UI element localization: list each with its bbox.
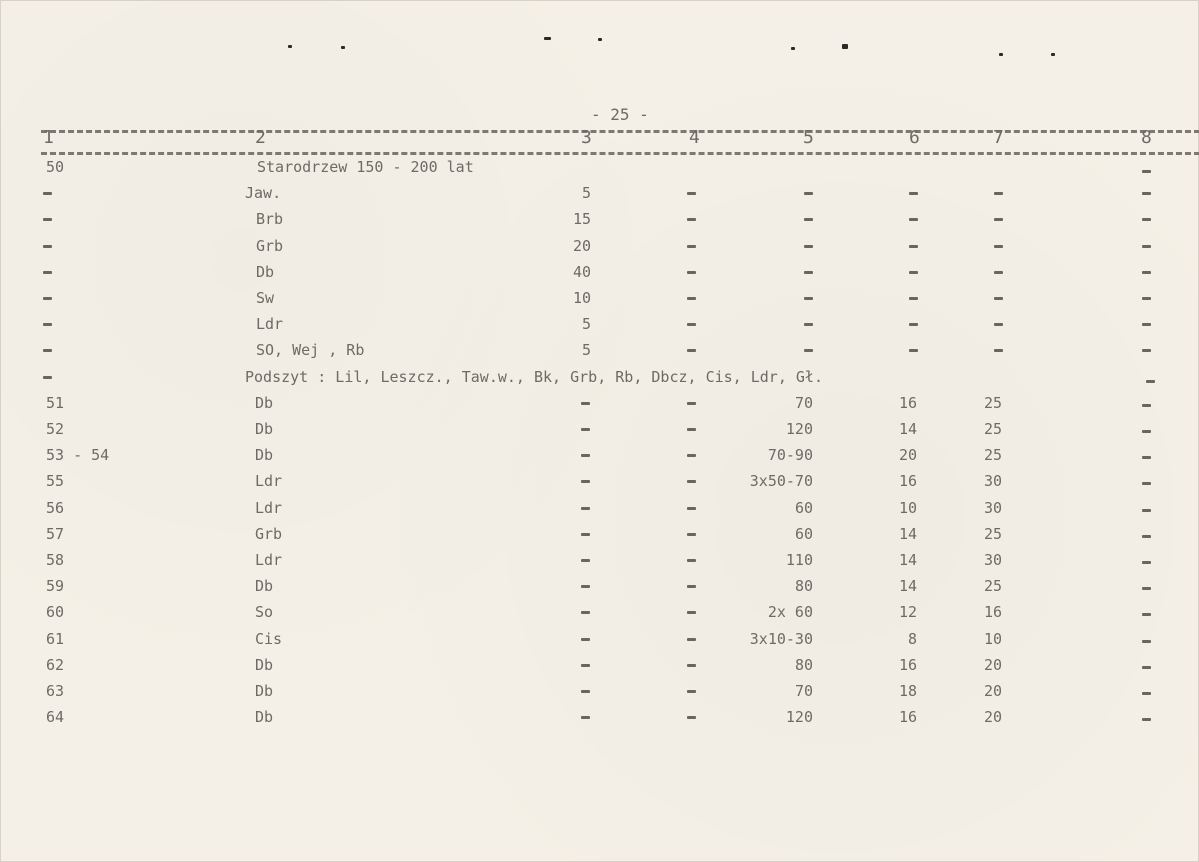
row-number: 52 <box>46 420 65 438</box>
empty-value-dash <box>1142 297 1151 300</box>
row-number: 60 <box>46 603 65 622</box>
empty-value-dash <box>804 271 813 274</box>
empty-value-dash <box>994 245 1003 248</box>
empty-value-dash <box>581 690 590 693</box>
empty-value-dash <box>687 533 696 536</box>
age-value: 20 <box>983 655 1002 674</box>
diameter-value: 2x 60 <box>767 603 813 622</box>
ink-speck <box>598 38 602 41</box>
column-header-5: 5 <box>803 127 814 148</box>
share-percent: 5 <box>581 315 591 334</box>
species-name: Ldr <box>256 315 284 334</box>
empty-value-dash <box>1142 430 1151 433</box>
age-value: 25 <box>983 524 1002 543</box>
height-value: 12 <box>898 603 917 622</box>
height-value: 20 <box>898 446 917 465</box>
empty-value-dash <box>994 323 1003 326</box>
share-percent: 10 <box>572 289 591 307</box>
row-number: 61 <box>46 629 65 648</box>
height-value: 8 <box>907 629 917 648</box>
empty-value-dash <box>804 323 813 326</box>
empty-value-dash <box>687 192 696 195</box>
empty-value-dash <box>1142 349 1151 352</box>
empty-value-dash <box>581 402 590 405</box>
column-header-7: 7 <box>993 127 1004 148</box>
empty-value-dash <box>994 192 1003 195</box>
empty-value-dash <box>1142 718 1151 721</box>
diameter-value: 120 <box>785 708 813 727</box>
empty-value-dash <box>909 271 918 274</box>
empty-value-dash <box>687 480 696 483</box>
age-value: 20 <box>983 682 1002 700</box>
age-value: 10 <box>983 629 1002 648</box>
empty-value-dash <box>581 585 590 588</box>
species-name: Db <box>255 655 274 674</box>
column-header-6: 6 <box>909 127 920 148</box>
empty-value-dash <box>43 218 52 221</box>
empty-value-dash <box>1142 404 1151 407</box>
height-value: 16 <box>898 472 917 491</box>
diameter-value: 70-90 <box>767 446 813 465</box>
empty-value-dash <box>1142 613 1151 616</box>
species-name: Brb <box>256 210 284 229</box>
empty-value-dash <box>1142 535 1151 538</box>
empty-value-dash <box>1142 170 1151 173</box>
empty-value-dash <box>994 218 1003 221</box>
empty-value-dash <box>909 297 918 300</box>
empty-value-dash <box>909 349 918 352</box>
empty-value-dash <box>687 716 696 719</box>
row-number: 56 <box>46 498 65 517</box>
empty-value-dash <box>687 402 696 405</box>
empty-value-dash <box>687 218 696 221</box>
species-name: Ldr <box>255 498 283 517</box>
empty-value-dash <box>687 638 696 641</box>
age-value: 30 <box>983 498 1002 517</box>
column-header-4: 4 <box>689 127 700 148</box>
empty-value-dash <box>1142 692 1151 695</box>
diameter-value: 110 <box>785 551 813 569</box>
share-percent: 15 <box>572 210 591 229</box>
species-name: Db <box>255 420 274 438</box>
row-number: 62 <box>46 655 65 674</box>
height-value: 18 <box>898 682 917 700</box>
empty-value-dash <box>909 192 918 195</box>
height-value: 14 <box>898 577 917 596</box>
header-rule-bottom <box>41 152 1199 155</box>
empty-value-dash <box>43 245 52 248</box>
empty-value-dash <box>1142 561 1151 564</box>
empty-value-dash <box>687 323 696 326</box>
empty-value-dash <box>581 428 590 431</box>
species-name: SO, Wej , Rb <box>256 341 365 360</box>
height-value: 14 <box>898 420 917 438</box>
species-name: Db <box>255 393 274 412</box>
empty-value-dash <box>1142 323 1151 326</box>
empty-value-dash <box>687 349 696 352</box>
diameter-value: 80 <box>794 655 813 674</box>
column-header-3: 3 <box>581 127 592 148</box>
empty-value-dash <box>43 192 52 195</box>
empty-value-dash <box>581 559 590 562</box>
height-value: 16 <box>898 655 917 674</box>
row-number: 51 <box>46 393 65 412</box>
column-header-8: 8 <box>1141 127 1152 148</box>
column-header-1: 1 <box>43 127 54 148</box>
empty-value-dash <box>909 323 918 326</box>
empty-value-dash <box>687 690 696 693</box>
empty-value-dash <box>687 271 696 274</box>
ink-speck <box>999 53 1003 56</box>
diameter-value: 120 <box>785 420 813 438</box>
header-rule-top <box>41 130 1199 133</box>
empty-value-dash <box>687 454 696 457</box>
age-value: 16 <box>983 603 1002 622</box>
empty-value-dash <box>581 480 590 483</box>
empty-value-dash <box>804 349 813 352</box>
empty-value-dash <box>687 507 696 510</box>
height-value: 10 <box>898 498 917 517</box>
empty-value-dash <box>804 245 813 248</box>
empty-value-dash <box>687 585 696 588</box>
age-value: 25 <box>983 393 1002 412</box>
species-name: Grb <box>256 236 284 255</box>
empty-value-dash <box>994 349 1003 352</box>
understory-note: Podszyt : Lil, Leszcz., Taw.w., Bk, Grb, Rb, Dbcz, Cis, Ldr, Gł. <box>245 367 823 386</box>
height-value: 16 <box>898 708 917 727</box>
age-value: 20 <box>983 708 1002 727</box>
empty-value-dash <box>804 297 813 300</box>
row-number: 64 <box>46 708 65 727</box>
species-name: Ldr <box>255 472 283 491</box>
species-name: Db <box>255 577 274 596</box>
diameter-value: 70 <box>794 682 813 700</box>
empty-value-dash <box>994 271 1003 274</box>
empty-value-dash <box>1142 482 1151 485</box>
diameter-value: 70 <box>794 393 813 412</box>
row-number: 55 <box>46 472 65 491</box>
species-name: Ldr <box>255 551 283 569</box>
age-value: 25 <box>983 446 1002 465</box>
empty-value-dash <box>804 218 813 221</box>
height-value: 14 <box>898 551 917 569</box>
empty-value-dash <box>1142 271 1151 274</box>
empty-value-dash <box>581 611 590 614</box>
row-number: 50 <box>46 158 65 176</box>
species-name: Grb <box>255 524 283 543</box>
empty-value-dash <box>1146 380 1155 383</box>
share-percent: 5 <box>581 184 591 203</box>
share-percent: 20 <box>572 236 591 255</box>
row-number: 57 <box>46 524 65 543</box>
species-name: So <box>255 603 274 622</box>
ink-speck <box>288 45 292 48</box>
empty-value-dash <box>43 349 52 352</box>
empty-value-dash <box>994 297 1003 300</box>
species-name: Db <box>255 708 274 727</box>
empty-value-dash <box>687 245 696 248</box>
species-name: Db <box>255 682 274 700</box>
empty-value-dash <box>1142 456 1151 459</box>
ink-speck <box>341 46 345 49</box>
age-value: 25 <box>983 577 1002 596</box>
diameter-value: 3x10-30 <box>749 629 813 648</box>
row-number: 63 <box>46 682 65 700</box>
empty-value-dash <box>581 454 590 457</box>
age-value: 25 <box>983 420 1002 438</box>
empty-value-dash <box>581 664 590 667</box>
age-value: 30 <box>983 472 1002 491</box>
empty-value-dash <box>43 297 52 300</box>
species-name: Db <box>255 446 274 465</box>
empty-value-dash <box>687 559 696 562</box>
empty-value-dash <box>43 376 52 379</box>
column-header-2: 2 <box>255 127 266 148</box>
ink-speck <box>1051 53 1055 56</box>
diameter-value: 60 <box>794 524 813 543</box>
empty-value-dash <box>804 192 813 195</box>
empty-value-dash <box>687 428 696 431</box>
ink-speck <box>791 47 795 50</box>
page-number: - 25 - <box>591 105 649 124</box>
empty-value-dash <box>687 611 696 614</box>
species-name: Db <box>256 262 275 281</box>
empty-value-dash <box>1142 218 1151 221</box>
stand-title: Starodrzew 150 - 200 lat <box>257 158 474 176</box>
ink-speck <box>544 37 551 40</box>
diameter-value: 60 <box>794 498 813 517</box>
empty-value-dash <box>43 323 52 326</box>
species-name: Sw <box>256 289 275 307</box>
share-percent: 5 <box>581 341 591 360</box>
empty-value-dash <box>1142 192 1151 195</box>
share-percent: 40 <box>572 262 591 281</box>
empty-value-dash <box>687 664 696 667</box>
age-value: 30 <box>983 551 1002 569</box>
empty-value-dash <box>581 716 590 719</box>
ink-speck <box>842 44 848 49</box>
empty-value-dash <box>581 507 590 510</box>
empty-value-dash <box>581 638 590 641</box>
empty-value-dash <box>909 218 918 221</box>
empty-value-dash <box>581 533 590 536</box>
row-number: 53 - 54 <box>46 446 110 465</box>
empty-value-dash <box>909 245 918 248</box>
height-value: 14 <box>898 524 917 543</box>
species-name: Jaw. <box>245 184 282 203</box>
species-name: Cis <box>255 629 283 648</box>
empty-value-dash <box>687 297 696 300</box>
empty-value-dash <box>1142 245 1151 248</box>
empty-value-dash <box>1142 640 1151 643</box>
diameter-value: 80 <box>794 577 813 596</box>
empty-value-dash <box>1142 509 1151 512</box>
row-number: 59 <box>46 577 65 596</box>
empty-value-dash <box>1142 666 1151 669</box>
diameter-value: 3x50-70 <box>749 472 813 491</box>
height-value: 16 <box>898 393 917 412</box>
empty-value-dash <box>43 271 52 274</box>
empty-value-dash <box>1142 587 1151 590</box>
row-number: 58 <box>46 551 65 569</box>
